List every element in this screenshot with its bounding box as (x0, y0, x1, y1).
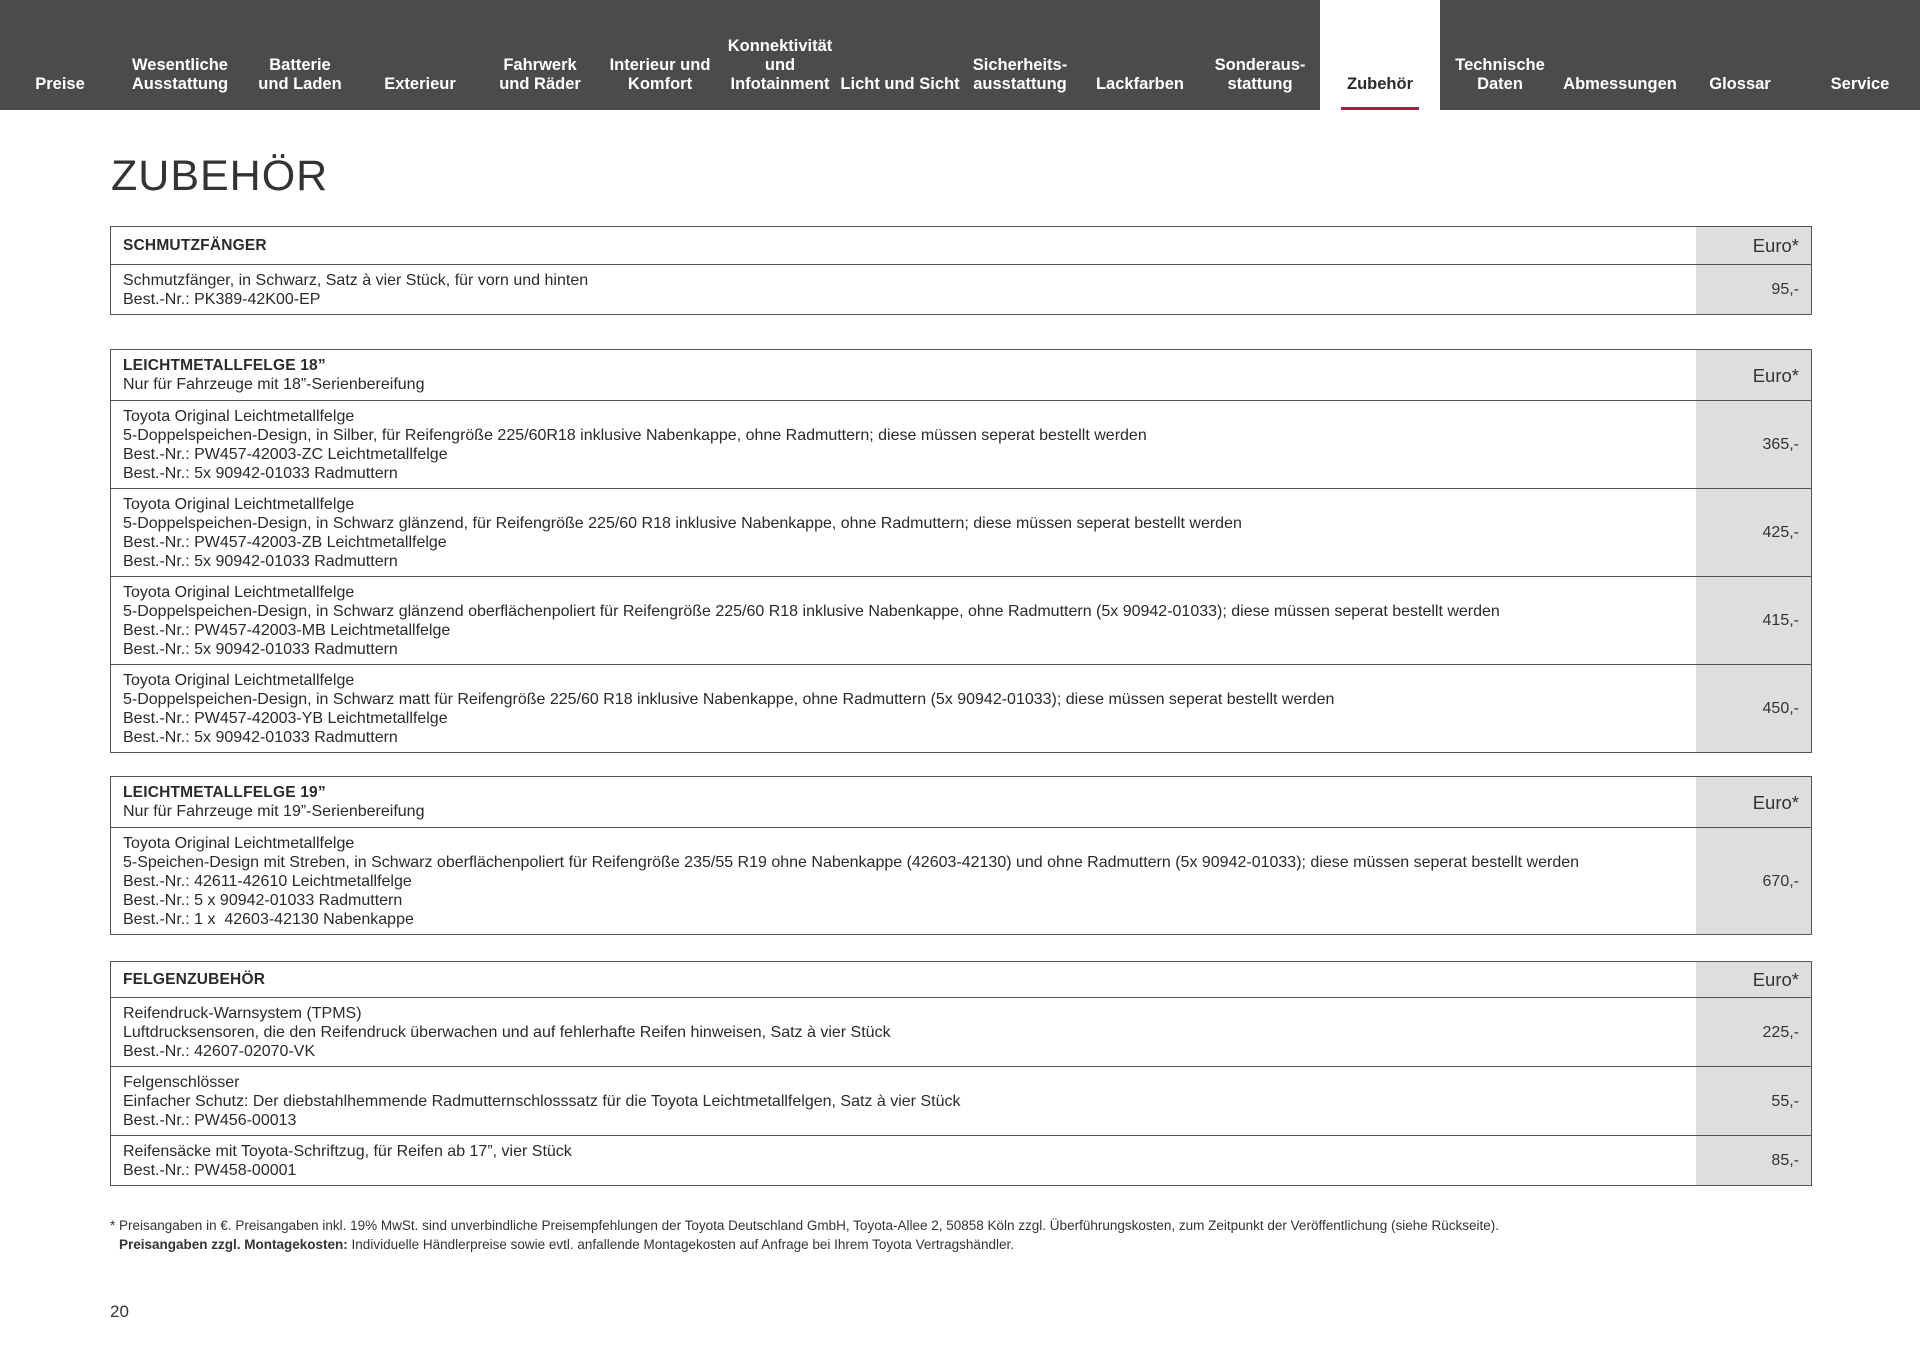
item-description (111, 828, 1696, 935)
tab-licht-und-sicht[interactable] (840, 0, 960, 110)
tab-label: Fahrwerk und Räder (499, 56, 581, 93)
item-price: 55,- (1696, 1067, 1812, 1136)
tab-fahrwerk-und-raeder[interactable] (480, 0, 600, 110)
table-schmutzfaenger (110, 226, 1812, 315)
tab-technische-daten[interactable] (1440, 0, 1560, 110)
item-part-number: Best.-Nr.: 5x 90942-01033 Radmuttern (123, 640, 398, 658)
item-title-rest: mit Toyota-Schriftzug, für Reifen ab 17”, vier Stück (211, 1142, 572, 1160)
item-title (123, 1142, 1684, 1161)
tab-label: Konnektivität und Infotainment (727, 37, 833, 93)
tab-zubehoer[interactable] (1320, 0, 1440, 110)
footnote (110, 1216, 1820, 1254)
tab-interieur-und-komfort[interactable] (600, 0, 720, 110)
table-header (111, 350, 1696, 401)
tab-wesentliche-ausstattung[interactable] (120, 0, 240, 110)
table-row (111, 265, 1812, 315)
tab-label: Interieur und Komfort (609, 56, 711, 93)
table-header-row (111, 962, 1812, 998)
item-title: Toyota Original Leichtmetallfelge (123, 583, 355, 601)
page-number: 20 (110, 1302, 129, 1321)
tab-label: Lackfarben (1095, 75, 1185, 93)
item-price: 670,- (1696, 828, 1812, 935)
currency-label: Euro* (1696, 777, 1812, 828)
item-title: Reifendruck-Warnsystem (TPMS) (123, 1004, 362, 1022)
item-price: 225,- (1696, 998, 1812, 1067)
currency-label: Euro* (1696, 350, 1812, 401)
currency-label: Euro* (1696, 227, 1812, 265)
item-part-number: Best.-Nr.: PK389-42K00-EP (123, 290, 321, 308)
item-part-number: Best.-Nr.: PW457-42003-YB Leichtmetallfelge (123, 709, 448, 727)
tab-sicherheitsausstattung[interactable] (960, 0, 1080, 110)
item-title: Toyota Original Leichtmetallfelge (123, 495, 355, 513)
footnote-price-info: * Preisangaben in €. Preisangaben inkl. 19% MwSt. sind unverbindliche Preisempfehlungen der Toyota Deutschland GmbH, Toyota-Allee 2, 50858 Köln zzgl. Überführungskosten, zum Zeitpunkt der Veröffentlichung (siehe Rückseite). (110, 1218, 1500, 1233)
item-text: 5-Doppelspeichen-Design, in Schwarz glänzend oberflächenpoliert für Reifengröße 225/60 R18 inklusive Nabenkappe, ohne Radmuttern (5x 90942-01033); diese müssen seperat bestellt werden (123, 602, 1500, 620)
table-row (111, 998, 1812, 1067)
tab-label: Licht und Sicht (840, 75, 960, 93)
tab-label: Sonderaus- stattung (1214, 56, 1306, 93)
tab-label: Zubehör (1347, 75, 1413, 93)
item-price: 425,- (1696, 489, 1812, 577)
table-row (111, 401, 1812, 489)
table-header-row (111, 350, 1812, 401)
section-subtitle: Nur für Fahrzeuge mit 18”-Serienbereifung (123, 376, 425, 393)
item-description (111, 577, 1696, 665)
tab-label: Exterieur (384, 75, 456, 93)
tab-label: Glossar (1709, 75, 1771, 93)
item-part-number: Best.-Nr.: 42611-42610 Leichtmetallfelge (123, 872, 412, 890)
table-row (111, 1136, 1812, 1186)
currency-label: Euro* (1696, 962, 1812, 998)
tab-sonderausstattung[interactable] (1200, 0, 1320, 110)
tab-glossar[interactable] (1680, 0, 1800, 110)
item-part-number: Best.-Nr.: PW456-00013 (123, 1111, 297, 1129)
item-text: Einfacher Schutz: Der diebstahlhemmende Radmutternschlosssatz für die Toyota Leichtmetallfelgen, Satz à vier Stück (123, 1092, 961, 1110)
item-part-number: Best.-Nr.: PW457-42003-ZC Leichtmetallfelge (123, 445, 448, 463)
item-text: 5-Doppelspeichen-Design, in Schwarz matt für Reifengröße 225/60 R18 inklusive Nabenkappe, ohne Radmuttern (5x 90942-01033); diese müssen seperat bestellt werden (123, 690, 1335, 708)
item-description (111, 401, 1696, 489)
item-text: 5-Doppelspeichen-Design, in Silber, für Reifengröße 225/60R18 inklusive Nabenkappe, ohne Radmuttern; diese müssen seperat bestellt werden (123, 426, 1147, 444)
item-part-number: Best.-Nr.: 1 x 42603-42130 Nabenkappe (123, 910, 414, 928)
table-header (111, 962, 1696, 998)
item-description (111, 998, 1696, 1067)
item-part-number: Best.-Nr.: PW457-42003-ZB Leichtmetallfelge (123, 533, 447, 551)
table-leichtmetallfelge-19 (110, 776, 1812, 935)
tab-label: Wesentliche Ausstattung (131, 56, 229, 93)
footnote-mounting-text: Individuelle Händlerpreise sowie evtl. anfallende Montagekosten auf Anfrage bei Ihrem Toyota Vertragshändler. (347, 1237, 1014, 1252)
item-text: Luftdrucksensoren, die den Reifendruck überwachen und auf fehlerhafte Reifen hinweisen, Satz à vier Stück (123, 1023, 891, 1041)
footnote-mounting-info (110, 1235, 1820, 1254)
tab-label: Preise (35, 75, 85, 93)
item-text: Schmutzfänger, in Schwarz, Satz à vier Stück, für vorn und hinten (123, 271, 589, 289)
item-description (111, 1136, 1696, 1186)
item-price: 450,- (1696, 665, 1812, 753)
item-part-number: Best.-Nr.: PW458-00001 (123, 1161, 297, 1179)
item-part-number: Best.-Nr.: 5x 90942-01033 Radmuttern (123, 464, 398, 482)
item-title-bold: Reifensäcke (123, 1142, 212, 1160)
item-title: Toyota Original Leichtmetallfelge (123, 834, 355, 852)
footnote-mounting-label: Preisangaben zzgl. Montagekosten: (119, 1237, 348, 1252)
tab-exterieur[interactable] (360, 0, 480, 110)
item-part-number: Best.-Nr.: 5x 90942-01033 Radmuttern (123, 728, 398, 746)
table-row (111, 665, 1812, 753)
tab-batterie-und-laden[interactable] (240, 0, 360, 110)
item-description (111, 265, 1696, 315)
table-header-row (111, 777, 1812, 828)
table-row (111, 489, 1812, 577)
item-title: Toyota Original Leichtmetallfelge (123, 407, 355, 425)
item-part-number: Best.-Nr.: 5x 90942-01033 Radmuttern (123, 552, 398, 570)
tab-label: Batterie und Laden (258, 56, 342, 93)
tab-preise[interactable] (0, 0, 120, 110)
item-text: 5-Speichen-Design mit Streben, in Schwarz oberflächenpoliert für Reifengröße 235/55 R19 ohne Nabenkappe (42603-42130) und ohne Radmuttern (5x 90942-01033); diese müssen seperat bestellt werden (123, 853, 1580, 871)
tab-label: Service (1830, 75, 1890, 93)
table-header (111, 777, 1696, 828)
table-row (111, 1067, 1812, 1136)
section-title: SCHMUTZFÄNGER (123, 237, 267, 254)
item-price: 85,- (1696, 1136, 1812, 1186)
item-part-number: Best.-Nr.: 5 x 90942-01033 Radmuttern (123, 891, 403, 909)
table-felgenzubehoer (110, 961, 1812, 1186)
tab-label: Abmessungen (1563, 75, 1677, 93)
tab-label: Sicherheits- ausstattung (972, 56, 1068, 93)
section-title: LEICHTMETALLFELGE 19” (123, 784, 326, 801)
item-price: 415,- (1696, 577, 1812, 665)
item-price: 95,- (1696, 265, 1812, 315)
item-part-number: Best.-Nr.: 42607-02070-VK (123, 1042, 316, 1060)
table-header (111, 227, 1696, 265)
section-title: FELGENZUBEHÖR (123, 971, 266, 988)
table-leichtmetallfelge-18 (110, 349, 1812, 753)
table-header-row (111, 227, 1812, 265)
item-part-number: Best.-Nr.: PW457-42003-MB Leichtmetallfelge (123, 621, 451, 639)
section-title: LEICHTMETALLFELGE 18” (123, 357, 326, 374)
tab-abmessungen[interactable] (1560, 0, 1680, 110)
item-title: Toyota Original Leichtmetallfelge (123, 671, 355, 689)
table-row (111, 828, 1812, 935)
item-text: 5-Doppelspeichen-Design, in Schwarz glänzend, für Reifengröße 225/60 R18 inklusive Nabenkappe, ohne Radmuttern; diese müssen seperat bestellt werden (123, 514, 1242, 532)
item-description (111, 1067, 1696, 1136)
tab-lackfarben[interactable] (1080, 0, 1200, 110)
tab-konnektivitaet[interactable] (720, 0, 840, 110)
page-title: ZUBEHÖR (111, 152, 329, 200)
tab-service[interactable] (1800, 0, 1920, 110)
table-row (111, 577, 1812, 665)
item-title: Felgenschlösser (123, 1073, 240, 1091)
item-description (111, 665, 1696, 753)
section-subtitle: Nur für Fahrzeuge mit 19”-Serienbereifung (123, 803, 425, 820)
item-price: 365,- (1696, 401, 1812, 489)
item-description (111, 489, 1696, 577)
section-nav (0, 0, 1920, 110)
tab-label: Technische Daten (1455, 56, 1545, 93)
